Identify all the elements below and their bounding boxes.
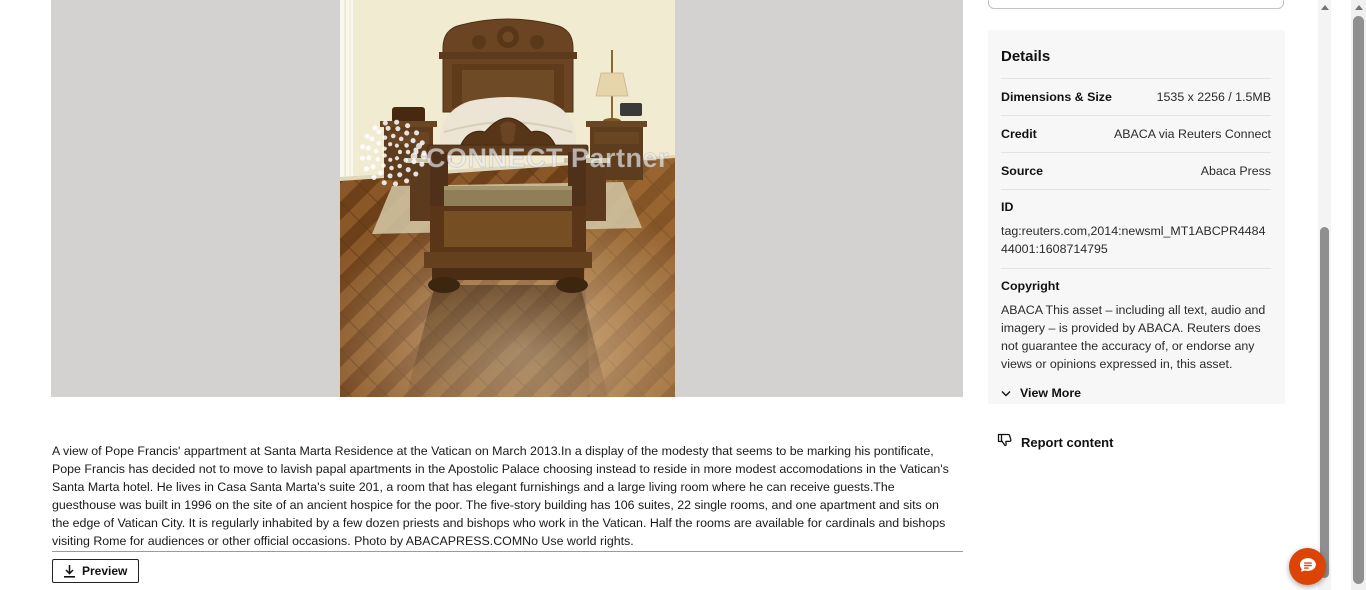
page-scrollbar-thumb[interactable] [1353,16,1364,584]
photo-curtain [340,0,353,183]
thumbs-down-icon [997,433,1013,451]
panel-scrollbar-thumb[interactable] [1320,227,1329,578]
detail-label: Dimensions & Size [1001,90,1112,104]
view-more-label: View More [1020,386,1082,400]
asset-photo [340,0,675,397]
action-bar-partial [988,0,1284,9]
preview-button-label: Preview [82,564,128,578]
detail-label: Credit [1001,127,1037,141]
detail-label: Source [1001,164,1044,178]
report-content-label: Report content [1021,434,1114,450]
detail-value: 1535 x 2256 / 1.5MB [1156,90,1271,104]
chevron-down-icon [1001,386,1011,400]
watermark-text: CONNECT Partner [426,143,670,173]
details-title: Details [1001,43,1271,79]
detail-copyright-block [1001,269,1271,373]
detail-row-source [1001,153,1271,190]
photo-telephone [620,103,642,116]
detail-row-dimensions [1001,79,1271,116]
detail-value: Abaca Press [1200,164,1271,178]
page-scrollbar[interactable] [1351,0,1366,590]
asset-caption: A view of Pope Francis' appartment at Santa Marta Residence at the Vatican on March 2013.In a display of the modesty that seems to be marking his pontificate, Pope Francis has decided not to move to lavish papal apartments in the Apostolic Palace choosing instead to reside in more modest accomodations in the Vatican's Santa Marta hotel. He lives in Casa Santa Marta's suite 201, a room that has elegant furnishings and a large living room where he can receive guests.The guesthouse was built in 1996 on the site of an ancient hospice for the poor. The five-story building has 106 suites, 22 single rooms, and one apartment and sits on the edge of Vatican City. It is regularly inhabited by a few dozen priests and bishops who work in the Vatican. Half the rooms are available for cardinals and bishops visiting Rome for audiences or other official occasions. Photo by ABACAPRESS.COMNo Use world rights. [52,444,949,549]
scroll-up-arrow-icon[interactable] [1321,5,1329,10]
download-icon [64,565,75,578]
copyright-text: ABACA This asset – including all text, audio and imagery – is provided by ABACA. Reuters does not guarantee the accuracy of, or endorse any views or opinions expressed in, this asset. [1001,303,1266,371]
detail-row-credit [1001,116,1271,153]
id-label: ID [1001,200,1014,214]
report-content-button[interactable] [997,433,1113,451]
detail-value: ABACA via Reuters Connect [1113,127,1271,141]
chat-bubble-icon [1297,555,1318,579]
preview-button[interactable] [52,559,139,583]
caption-divider [52,551,963,552]
chat-launcher-button[interactable] [1289,548,1326,585]
photo-lamp-shade [596,73,628,96]
copyright-label: Copyright [1001,279,1060,293]
scroll-up-arrow-icon[interactable] [1355,5,1363,10]
panel-scrollbar[interactable] [1318,0,1331,590]
details-panel [988,30,1285,404]
detail-id-block [1001,190,1271,269]
image-viewer-stage [51,0,963,397]
id-value: tag:reuters.com,2014:newsml_MT1ABCPR448444001:1608714795 [1001,224,1266,256]
view-more-button[interactable] [1001,386,1081,400]
